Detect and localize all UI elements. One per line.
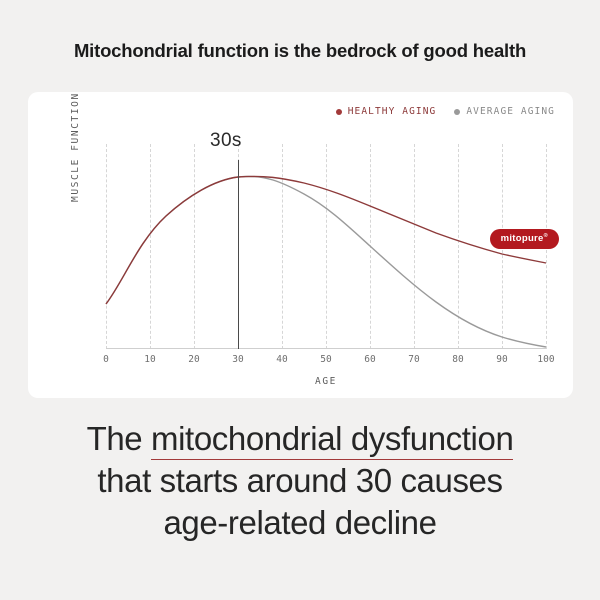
x-tick: 30 <box>232 354 244 365</box>
x-tick: 100 <box>537 354 555 365</box>
caption-line2: that starts around 30 causes <box>97 462 503 500</box>
legend-label-healthy: HEALTHY AGING <box>347 106 437 117</box>
page-title: Mitochondrial function is the bedrock of good health <box>73 40 527 61</box>
plot-inner <box>103 130 555 387</box>
y-axis-title: MUSCLE FUNCTION <box>70 92 81 202</box>
chart-card <box>28 92 573 398</box>
x-tick: 90 <box>496 354 508 365</box>
x-tick: 50 <box>320 354 332 365</box>
caption-line1-prefix: The <box>86 420 152 457</box>
legend-dot-healthy-icon <box>336 109 342 115</box>
legend-item-average <box>454 106 555 117</box>
plot-area <box>80 130 555 387</box>
x-tick: 70 <box>408 354 420 365</box>
x-axis-title: AGE <box>315 376 337 387</box>
legend-item-healthy <box>336 106 437 117</box>
x-tick: 20 <box>188 354 200 365</box>
caption-line3: age-related decline <box>163 504 437 542</box>
series-line-healthy <box>106 176 546 304</box>
caption <box>0 418 600 545</box>
legend-label-average: AVERAGE AGING <box>466 106 555 117</box>
registered-mark-icon: ® <box>543 233 548 239</box>
x-tick: 10 <box>144 354 156 365</box>
caption-line1-underlined: mitochondrial dysfunction <box>151 420 513 460</box>
x-tick: 0 <box>103 354 109 365</box>
x-tick: 80 <box>452 354 464 365</box>
legend-dot-average-icon <box>454 109 460 115</box>
series-line-average <box>106 176 546 347</box>
chart-curves <box>106 144 546 349</box>
marker-line-30s <box>238 160 239 349</box>
mitopure-badge <box>490 229 559 249</box>
x-tick: 40 <box>276 354 288 365</box>
x-tick: 60 <box>364 354 376 365</box>
mitopure-badge-label: mitopure <box>500 233 544 245</box>
chart-legend <box>336 106 555 117</box>
marker-label-30s: 30s <box>210 130 242 151</box>
